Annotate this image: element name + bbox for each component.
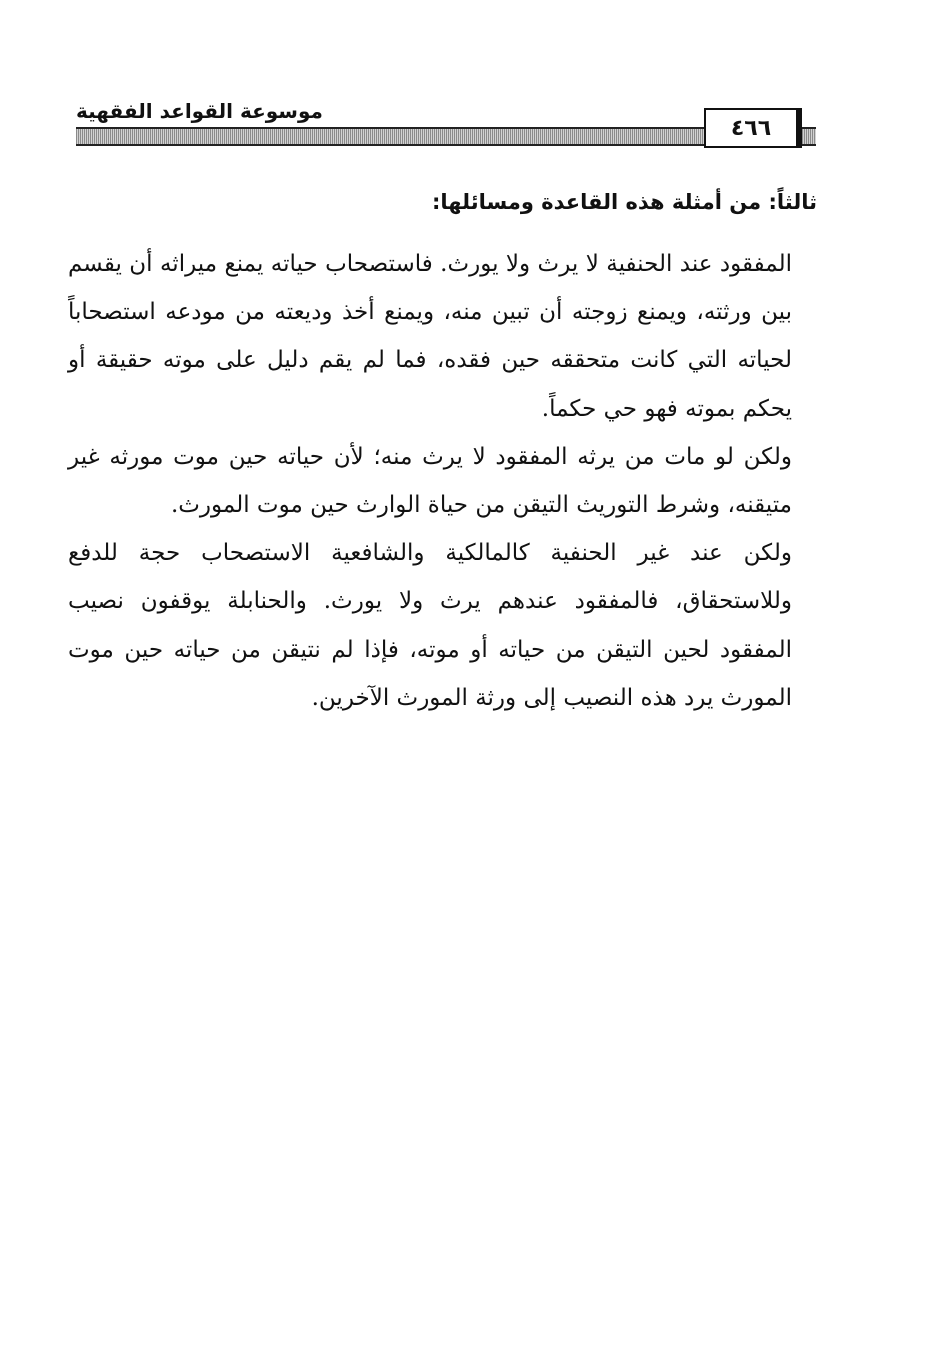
section-heading: ثالثاً: من أمثلة هذه القاعدة ومسائلها: <box>431 190 817 214</box>
paragraph: المفقود عند الحنفية لا يرث ولا يورث. فاستصحاب حياته يمنع ميراثه أن يقسم بين ورثته، ويمنع زوجته أن تبين منه، ويمنع أخذ وديعته من مودعه استصحاباً لحياته التي كانت متحققه حين فقده، فما لم يقم دليل على موته حقيقة أو يحكم بموته فهو حي حكماً. <box>68 251 792 422</box>
page-number: ٤٦٦ <box>704 108 798 148</box>
body-text <box>68 240 792 722</box>
book-title: موسوعة القواعد الفقهية <box>76 99 323 123</box>
page-header <box>76 96 816 152</box>
paragraph: ولكن لو مات من يرثه المفقود لا يرث منه؛ لأن حياته حين موت مورثه غير متيقنه، وشرط التوريث التيقن من حياة الوارث حين موت المورث. <box>68 443 792 519</box>
paragraph: ولكن عند غير الحنفية كالمالكية والشافعية الاستصحاب حجة للدفع وللاستحقاق، فالمفقود عندهم يرث ولا يورث. والحنابلة يوقفون نصيب المفقود لحين التيقن من حياته أو موته، فإذا لم نتيقن من حياته حين موت المورث يرد هذه النصيب إلى ورثة المورث الآخرين. <box>68 540 792 711</box>
